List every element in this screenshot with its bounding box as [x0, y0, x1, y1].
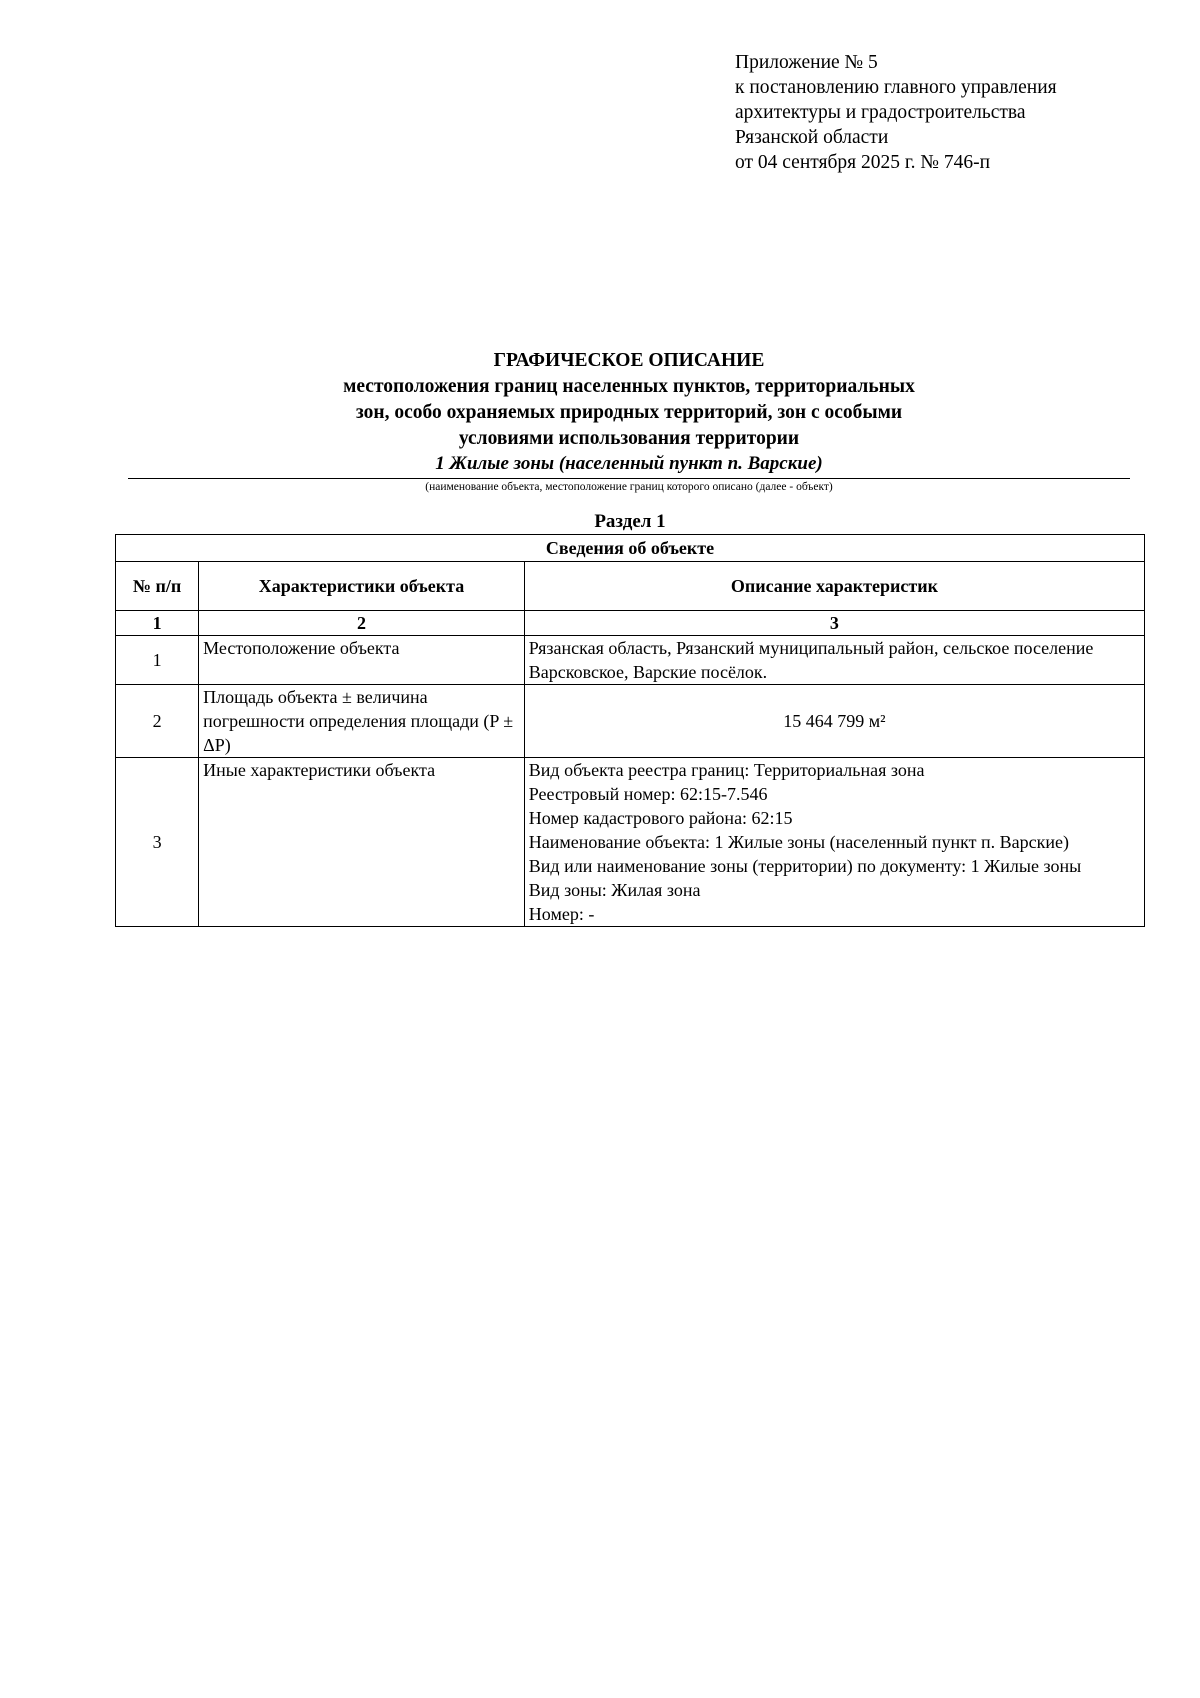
object-info-table — [115, 534, 1145, 927]
row-characteristic: Площадь объекта ± величина погрешности определения площади (P ± ΔP) — [199, 685, 525, 758]
column-header-characteristic: Характеристики объекта — [199, 562, 525, 611]
document-subtitle-line: местоположения границ населенных пунктов, территориальных — [343, 376, 915, 397]
table-row — [116, 758, 1145, 927]
description-line: Номер кадастрового района: 62:15 — [528, 808, 793, 828]
column-number: 1 — [116, 611, 199, 636]
column-header-number: № п/п — [116, 562, 199, 611]
document-subtitle-line: зон, особо охраняемых природных территорий, зон с особыми — [355, 402, 903, 423]
description-line: Вид объекта реестра границ: Территориальная зона — [528, 760, 925, 780]
object-caption: (наименование объекта, местоположение границ которого описано (далее - объект) — [425, 481, 833, 493]
row-number: 3 — [116, 758, 199, 927]
appendix-line: к постановлению главного управления — [735, 77, 1057, 98]
appendix-header — [735, 50, 1057, 175]
appendix-line: архитектуры и градостроительства — [735, 102, 1026, 123]
appendix-line: Приложение № 5 — [735, 52, 878, 73]
description-line: Вид или наименование зоны (территории) по документу: 1 Жилые зоны — [528, 856, 1082, 876]
document-subtitle-line: условиями использования территории — [458, 428, 800, 449]
row-number: 2 — [116, 685, 199, 758]
column-number: 3 — [524, 611, 1144, 636]
row-description: Рязанская область, Рязанский муниципальный район, сельское поселение Варсковское, Варские посёлок. — [524, 636, 1144, 685]
row-number: 1 — [116, 636, 199, 685]
row-description — [524, 758, 1144, 927]
appendix-line: Рязанской области — [735, 127, 889, 148]
description-line: Вид зоны: Жилая зона — [528, 880, 701, 900]
table-title-row — [116, 535, 1145, 562]
description-line: Наименование объекта: 1 Жилые зоны (населенный пункт п. Варские) — [528, 832, 1069, 852]
table-row — [116, 636, 1145, 685]
column-header-description: Описание характеристик — [524, 562, 1144, 611]
document-title: ГРАФИЧЕСКОЕ ОПИСАНИЕ — [493, 350, 765, 371]
row-description: 15 464 799 м² — [524, 685, 1144, 758]
row-characteristic: Местоположение объекта — [199, 636, 525, 685]
table-row — [116, 685, 1145, 758]
section-title: Раздел 1 — [594, 511, 666, 532]
object-name: 1 Жилые зоны (населенный пункт п. Варские) — [128, 452, 1130, 479]
description-line: Номер: - — [528, 904, 595, 924]
description-line: Реестровый номер: 62:15-7.546 — [528, 784, 768, 804]
column-number: 2 — [199, 611, 525, 636]
table-title: Сведения об объекте — [116, 535, 1145, 562]
column-number-row — [116, 611, 1145, 636]
appendix-line: от 04 сентября 2025 г. № 746-п — [735, 152, 991, 173]
table-header-row — [116, 562, 1145, 611]
row-characteristic: Иные характеристики объекта — [199, 758, 525, 927]
document-title-block — [128, 348, 1130, 494]
